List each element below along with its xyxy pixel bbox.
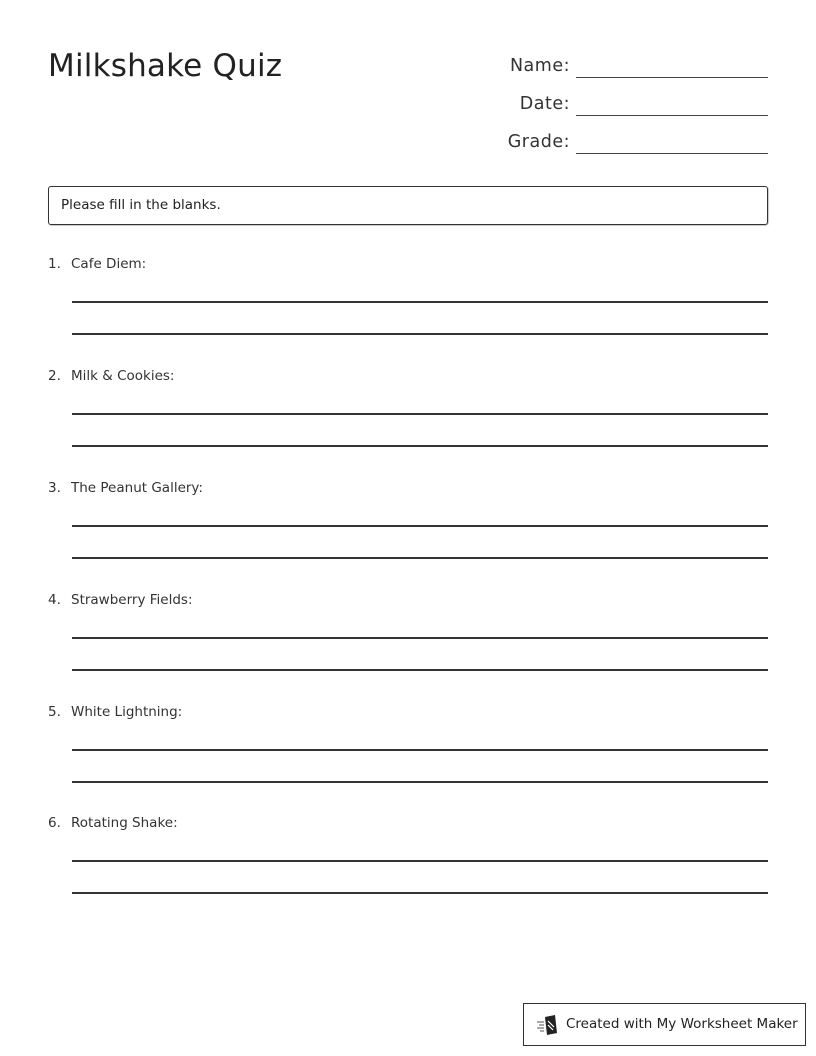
name-label: Name: xyxy=(509,56,570,76)
answer-line[interactable] xyxy=(72,860,768,862)
question-number: 1. xyxy=(48,256,61,272)
answer-line[interactable] xyxy=(72,669,768,671)
answer-line[interactable] xyxy=(72,892,768,894)
question-item xyxy=(48,592,768,692)
answer-line[interactable] xyxy=(72,445,768,447)
answer-line[interactable] xyxy=(72,637,768,639)
created-with-text: Created with My Worksheet Maker xyxy=(566,1016,798,1032)
question-item xyxy=(48,704,768,804)
name-input-line[interactable] xyxy=(576,77,768,78)
answer-line[interactable] xyxy=(72,301,768,303)
date-label: Date: xyxy=(519,94,570,114)
question-label: Strawberry Fields: xyxy=(71,592,193,608)
created-with-badge[interactable] xyxy=(523,1003,806,1046)
question-label: Rotating Shake: xyxy=(71,815,178,831)
question-item xyxy=(48,815,768,915)
name-field[interactable] xyxy=(490,48,768,78)
worksheet-maker-logo-icon xyxy=(536,1014,560,1036)
question-number: 6. xyxy=(48,815,61,831)
grade-field[interactable] xyxy=(490,124,768,154)
answer-line[interactable] xyxy=(72,749,768,751)
question-item xyxy=(48,368,768,468)
question-label: White Lightning: xyxy=(71,704,183,720)
question-item xyxy=(48,480,768,580)
question-number: 3. xyxy=(48,480,61,496)
answer-line[interactable] xyxy=(72,557,768,559)
question-number: 2. xyxy=(48,368,61,384)
question-number: 5. xyxy=(48,704,61,720)
grade-label: Grade: xyxy=(507,132,570,152)
answer-line[interactable] xyxy=(72,333,768,335)
date-input-line[interactable] xyxy=(576,115,768,116)
answer-line[interactable] xyxy=(72,525,768,527)
page-title: Milkshake Quiz xyxy=(48,48,283,84)
question-number: 4. xyxy=(48,592,61,608)
date-field[interactable] xyxy=(490,86,768,116)
instructions-box xyxy=(48,186,768,225)
question-label: The Peanut Gallery: xyxy=(71,480,203,496)
question-label: Milk & Cookies: xyxy=(71,368,175,384)
answer-line[interactable] xyxy=(72,781,768,783)
instructions-text: Please fill in the blanks. xyxy=(61,197,221,213)
question-item xyxy=(48,256,768,356)
question-label: Cafe Diem: xyxy=(71,256,147,272)
grade-input-line[interactable] xyxy=(576,153,768,154)
answer-line[interactable] xyxy=(72,413,768,415)
